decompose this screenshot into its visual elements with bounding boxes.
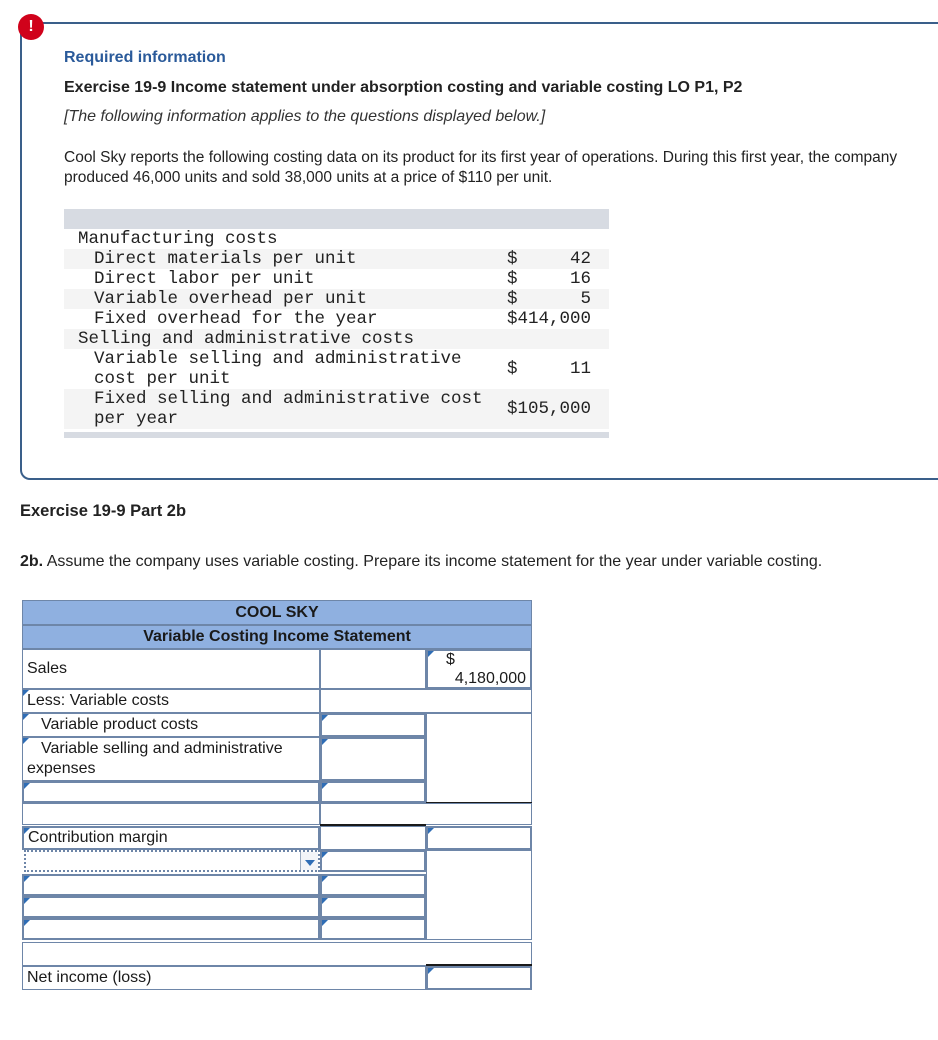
fsa-label: Fixed selling and administrative cost per year — [94, 389, 483, 429]
exercise-title: Exercise 19-9 Income statement under absorption costing and variable costing LO P1, P2 — [64, 79, 743, 96]
spacer-row-2 — [22, 942, 532, 966]
table-row — [64, 329, 609, 349]
net-income-top-rule — [426, 964, 532, 966]
sales-dollar: $ — [446, 651, 455, 668]
vo-value: $ 5 — [506, 289, 591, 309]
variable-product-input[interactable] — [320, 713, 426, 737]
expense-type-dropdown[interactable] — [24, 850, 320, 872]
alert-icon: ! — [18, 14, 44, 40]
contribution-margin-input[interactable] — [426, 826, 532, 850]
vo-label: Variable overhead per unit — [94, 289, 368, 309]
dm-label: Direct materials per unit — [94, 249, 357, 269]
blank-label-input-4[interactable] — [22, 918, 320, 940]
less-variable-label: Less: Variable costs — [22, 689, 320, 713]
required-info-title: Required information — [64, 49, 226, 66]
sales-amount-cell — [426, 649, 532, 689]
table-row — [64, 389, 609, 429]
contribution-middle-cell — [320, 826, 426, 850]
table-row — [64, 229, 609, 249]
question-number: 2b. — [20, 553, 44, 570]
sales-label: Sales — [22, 649, 320, 689]
exercise-note: [The following information applies to the questions displayed below.] — [64, 108, 546, 125]
sales-middle-cell — [320, 649, 426, 689]
sales-value: 4,180,000 — [454, 670, 526, 687]
statement-title: Variable Costing Income Statement — [22, 625, 532, 649]
exercise-description: Cool Sky reports the following costing data on its product for its first year of operations. During this first year, the company produced 46,000 units and sold 38,000 units at a price of $110 per unit. — [64, 149, 898, 186]
net-income-label: Net income (loss) — [22, 966, 426, 990]
dl-value: $ 16 — [506, 269, 591, 289]
variable-selling-label: Variable selling and administrative expenses — [22, 737, 320, 781]
fsa-value: $105,000 — [506, 399, 591, 419]
vsa-value: $ 11 — [506, 359, 591, 379]
cost-data-table — [64, 209, 609, 438]
table-row — [64, 349, 609, 389]
fixed-costs-total-area — [426, 850, 532, 940]
table-row — [64, 249, 609, 269]
fixed-amount-input-3[interactable] — [320, 896, 426, 918]
question — [20, 553, 822, 571]
contribution-margin-label[interactable]: Contribution margin — [22, 826, 320, 850]
spacer-row — [22, 803, 320, 825]
vsa-label: Variable selling and administrative cost per unit — [94, 349, 462, 389]
dm-value: $ 42 — [506, 249, 591, 269]
spacer-amount-area — [320, 803, 532, 825]
income-statement-worksheet — [22, 600, 532, 990]
variable-product-label: Variable product costs — [22, 713, 320, 737]
dl-label: Direct labor per unit — [94, 269, 315, 289]
manufacturing-header: Manufacturing costs — [78, 229, 278, 249]
table-row — [64, 309, 609, 329]
net-income-input[interactable] — [426, 966, 532, 990]
company-name: COOL SKY — [22, 600, 532, 625]
selling-header: Selling and administrative costs — [78, 329, 415, 349]
table-row — [64, 269, 609, 289]
fo-label: Fixed overhead for the year — [94, 309, 378, 329]
blank-label-input-3[interactable] — [22, 896, 320, 918]
table-top-bar — [64, 209, 609, 229]
table-row — [64, 289, 609, 309]
fixed-amount-input-4[interactable] — [320, 918, 426, 940]
question-text: Assume the company uses variable costing. Prepare its income statement for the year under variable costing. — [46, 553, 823, 570]
chevron-down-icon[interactable] — [300, 852, 318, 870]
fixed-amount-input-2[interactable] — [320, 874, 426, 896]
fixed-amount-input-1[interactable] — [320, 850, 426, 872]
variable-costs-total-area — [426, 713, 532, 803]
blank-label-input-2[interactable] — [22, 874, 320, 896]
part-title: Exercise 19-9 Part 2b — [20, 502, 187, 520]
fo-value: $414,000 — [506, 309, 591, 329]
less-variable-amount-area — [320, 689, 532, 713]
table-bottom-bar — [64, 432, 609, 438]
blank-amount-input-1[interactable] — [320, 781, 426, 803]
blank-label-input-1[interactable] — [22, 781, 320, 803]
variable-selling-input[interactable] — [320, 737, 426, 781]
